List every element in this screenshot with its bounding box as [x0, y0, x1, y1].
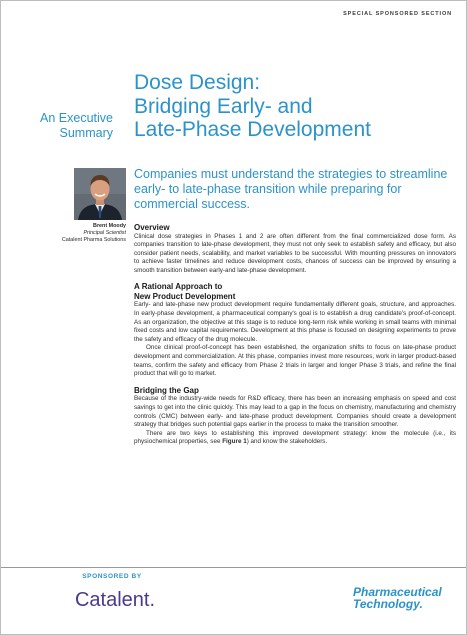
gap-paragraph-2-end: ) and know the stakeholders. [246, 438, 328, 446]
footer-divider [1, 567, 467, 568]
rational-paragraph-1: Early- and late-phase new product development require fundamentally different goals, structure, and approaches. In early-phase development, a pharmaceutical company's goal is to establish a drug candidate's proof-of-concept. As an organization, the objective at this stage is to reduce long-term risk while working in small teams with minimal fixed costs and low capital requirements. Development at this phase is focused on designing experiments to prove the safety and efficacy of the drug molecule. [134, 301, 456, 343]
author-photo [74, 168, 126, 220]
rational-approach-heading [134, 282, 456, 301]
rational-paragraph-2: Once clinical proof-of-concept has been established, the organization shifts to focus on late-phase product development and commercialization. At this phase, companies invest more resources, work in larger product-based teams, confirm the safety and efficacy from Phase 2 trials in larger and longer Phase 3 trials, and refine the final product that will go to market. [134, 344, 456, 378]
pharma-logo-line-2: Technology. [353, 596, 423, 611]
article-title [134, 71, 371, 142]
title-line-2: Bridging Early- and [134, 94, 313, 118]
rational-approach-section [134, 282, 456, 378]
bridging-gap-heading: Bridging the Gap [134, 385, 199, 395]
executive-summary-label: An Executive Summary [40, 111, 113, 140]
author-title: Principal Scientist [83, 230, 126, 236]
section-label: SPECIAL SPONSORED SECTION [343, 11, 452, 17]
title-line-3: Late-Phase Development [134, 118, 371, 141]
figure-1-reference[interactable]: Figure 1 [222, 438, 247, 446]
author-name: Brent Moody [93, 223, 126, 229]
rational-heading-line-2: New Product Development [134, 291, 236, 301]
author-byline [31, 223, 126, 244]
article-subtitle: Companies must understand the strategies to streamline early- to late-phase transition while preparing for commercial success. [134, 167, 448, 211]
author-company: Catalent Pharma Solutions [61, 237, 126, 243]
gap-paragraph-1: Because of the industry-wide needs for R&D efficacy, there has been an increasing emphasis on speed and cost savings to get into the clinic quickly. This may lead to a gap in the focus on chemistry, manufacturing and chemistry controls (CMC) between early- and late-phase product development. Companies should create a development strategy that bridges such potential gaps earlier in the process to make the transition smoother. [134, 395, 456, 429]
title-line-1: Dose Design: [134, 71, 261, 94]
overview-section [134, 223, 456, 275]
pharma-logo-line-1: Pharmaceutical [353, 585, 442, 599]
sponsored-by-label: SPONSORED BY [82, 573, 142, 580]
gap-paragraph-2-start: There are two keys to establishing this improved development strategy: know the molecule (i.e., its physiochemical properties, see [134, 429, 456, 446]
gap-paragraph-2 [134, 430, 456, 447]
article-body [134, 223, 456, 454]
overview-heading: Overview [134, 223, 170, 232]
catalent-logo [65, 584, 165, 614]
pharmaceutical-technology-logo [353, 587, 449, 610]
rational-heading-line-1: A Rational Approach to [134, 282, 223, 292]
bridging-gap-section [134, 386, 456, 447]
catalent-logo-text: Catalent. [74, 589, 156, 611]
overview-paragraph: Clinical dose strategies in Phases 1 and 2 are often different from the final commercialized dose form. As companies transition to late-phase development, they must not only seek to establish safety and efficacy, but also consider patient needs, scalability, and market variables to be successful. With mounting pressures on innovators to achieve faster timelines and reduce development costs, chances of success can be improved by ensuring a smooth transition between early-and late-phase development. [134, 232, 456, 274]
